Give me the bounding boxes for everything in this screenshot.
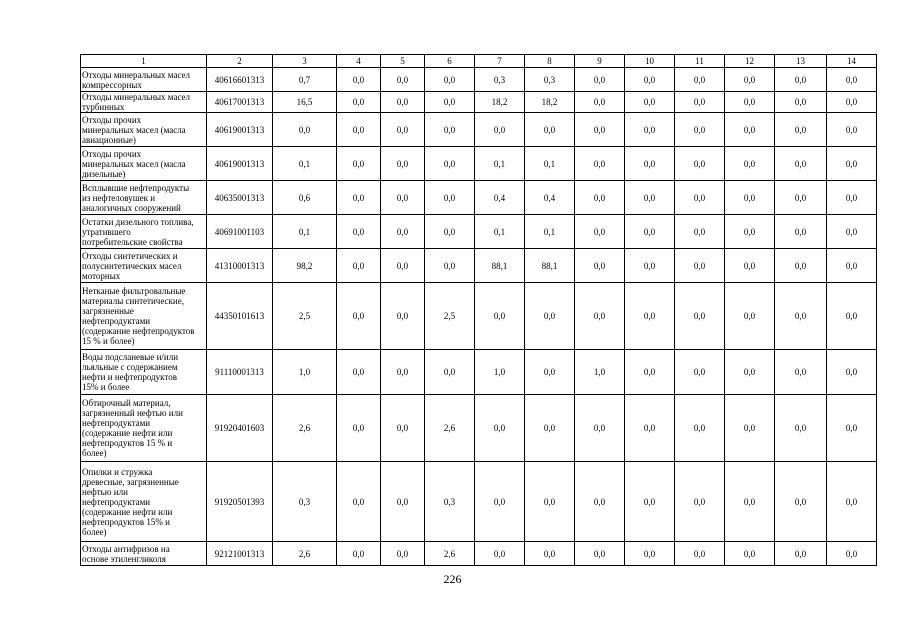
value-cell: 0,0 — [625, 249, 675, 283]
value-cell: 0,0 — [525, 113, 575, 147]
value-cell: 0,0 — [425, 215, 475, 249]
value-cell: 0,0 — [675, 181, 725, 215]
value-cell: 0,3 — [525, 68, 575, 92]
value-cell: 0,6 — [273, 181, 337, 215]
value-cell: 0,0 — [381, 395, 425, 462]
value-cell: 0,0 — [575, 542, 625, 566]
table-row — [81, 68, 877, 92]
column-header: 10 — [625, 55, 675, 68]
fkko-code-cell: 91920501393 — [207, 462, 273, 542]
column-header: 2 — [207, 55, 273, 68]
value-cell: 0,0 — [827, 215, 877, 249]
waste-name-line: Остатки дизельного топлива, — [82, 216, 194, 227]
value-cell: 0,0 — [775, 249, 827, 283]
table-row — [81, 462, 877, 542]
value-cell: 0,0 — [475, 283, 525, 350]
fkko-code-cell: 44350101613 — [207, 283, 273, 350]
value-cell: 0,0 — [775, 283, 827, 350]
value-cell: 0,0 — [675, 542, 725, 566]
table-header-row — [81, 55, 877, 68]
value-cell: 0,0 — [337, 181, 381, 215]
table-row — [81, 542, 877, 566]
value-cell: 0,0 — [625, 350, 675, 395]
column-header: 13 — [775, 55, 827, 68]
fkko-code-cell: 40619001313 — [207, 147, 273, 181]
value-cell: 88,1 — [525, 249, 575, 283]
value-cell: 0,0 — [575, 395, 625, 462]
column-header: 9 — [575, 55, 625, 68]
value-cell: 1,0 — [273, 350, 337, 395]
value-cell: 0,0 — [337, 395, 381, 462]
value-cell: 0,0 — [675, 283, 725, 350]
value-cell: 0,0 — [775, 395, 827, 462]
waste-name-line: загрязненный нефтью или — [82, 408, 183, 418]
fkko-code-cell: 40617001313 — [207, 92, 273, 113]
value-cell: 0,1 — [525, 215, 575, 249]
value-cell: 0,0 — [625, 215, 675, 249]
value-cell: 0,0 — [475, 113, 525, 147]
value-cell: 0,0 — [337, 215, 381, 249]
value-cell: 0,0 — [425, 147, 475, 181]
waste-name-line: 15 % и более) — [82, 336, 135, 346]
waste-name-line: загрязненные — [82, 306, 134, 316]
value-cell: 0,0 — [575, 92, 625, 113]
waste-name-cell — [81, 68, 207, 92]
waste-name-line: минеральных масел (масла — [82, 124, 186, 135]
value-cell: 0,0 — [337, 542, 381, 566]
value-cell: 0,0 — [425, 68, 475, 92]
waste-name-line: из нефтеловушек и — [82, 192, 156, 203]
table-row — [81, 395, 877, 462]
waste-name-line: аналогичных сооружений — [82, 202, 181, 213]
value-cell: 0,3 — [425, 462, 475, 542]
table-row — [81, 249, 877, 283]
waste-name-cell — [81, 181, 207, 215]
value-cell: 0,0 — [381, 147, 425, 181]
value-cell: 0,0 — [337, 350, 381, 395]
value-cell: 0,0 — [337, 68, 381, 92]
waste-name-line: Отходы минеральных масел — [82, 69, 191, 80]
waste-name-line: нефти и нефтепродуктов — [82, 372, 177, 382]
value-cell: 0,0 — [525, 395, 575, 462]
value-cell: 0,0 — [525, 462, 575, 542]
value-cell: 0,0 — [381, 462, 425, 542]
value-cell: 0,0 — [625, 462, 675, 542]
value-cell: 0,0 — [625, 147, 675, 181]
fkko-code-cell: 40635001313 — [207, 181, 273, 215]
value-cell: 0,0 — [381, 249, 425, 283]
value-cell: 0,0 — [675, 462, 725, 542]
value-cell: 0,4 — [475, 181, 525, 215]
value-cell: 0,1 — [273, 147, 337, 181]
value-cell: 16,5 — [273, 92, 337, 113]
waste-name-line: Отходы прочих — [82, 148, 142, 159]
value-cell: 2,6 — [425, 395, 475, 462]
value-cell: 0,0 — [725, 542, 775, 566]
value-cell: 0,0 — [381, 215, 425, 249]
waste-name-line: Обтирочный материал, — [82, 398, 171, 408]
value-cell: 0,0 — [775, 68, 827, 92]
waste-name-line: моторных — [82, 270, 121, 281]
column-header: 7 — [475, 55, 525, 68]
waste-name-cell — [81, 249, 207, 283]
value-cell: 0,0 — [725, 395, 775, 462]
value-cell: 0,0 — [675, 350, 725, 395]
waste-name-line: древесные, загрязненные — [82, 476, 179, 487]
table-row — [81, 113, 877, 147]
value-cell: 0,0 — [675, 249, 725, 283]
value-cell: 0,0 — [675, 147, 725, 181]
fkko-code-cell: 92121001313 — [207, 542, 273, 566]
value-cell: 0,3 — [475, 68, 525, 92]
fkko-code-cell: 40691001103 — [207, 215, 273, 249]
value-cell: 0,0 — [381, 350, 425, 395]
waste-name-line: материалы синтетические, — [82, 296, 184, 306]
value-cell: 0,0 — [525, 283, 575, 350]
value-cell: 0,0 — [725, 283, 775, 350]
table-row — [81, 147, 877, 181]
value-cell: 0,1 — [475, 215, 525, 249]
value-cell: 0,0 — [337, 147, 381, 181]
value-cell: 2,6 — [273, 395, 337, 462]
table-body — [81, 55, 877, 566]
table-row — [81, 350, 877, 395]
column-header: 1 — [81, 55, 207, 68]
waste-name-line: нефтепродуктов 15 % и — [82, 438, 173, 448]
value-cell: 0,0 — [827, 350, 877, 395]
value-cell: 0,0 — [381, 113, 425, 147]
column-header: 3 — [273, 55, 337, 68]
value-cell: 0,0 — [725, 68, 775, 92]
waste-name-line: нефтепродуктами — [82, 316, 151, 326]
value-cell: 0,0 — [827, 462, 877, 542]
value-cell: 0,0 — [775, 147, 827, 181]
value-cell: 0,0 — [827, 395, 877, 462]
waste-name-line: минеральных масел (масла — [82, 158, 186, 169]
fkko-code-cell: 40619001313 — [207, 113, 273, 147]
value-cell: 0,0 — [775, 462, 827, 542]
value-cell: 0,0 — [675, 395, 725, 462]
waste-name-line: турбинных — [82, 102, 125, 112]
waste-name-cell — [81, 350, 207, 395]
value-cell: 0,0 — [827, 113, 877, 147]
value-cell: 0,1 — [475, 147, 525, 181]
value-cell: 0,0 — [337, 113, 381, 147]
value-cell: 0,0 — [827, 68, 877, 92]
value-cell: 0,0 — [725, 249, 775, 283]
value-cell: 0,0 — [337, 249, 381, 283]
waste-name-line: Отходы синтетических и — [82, 250, 178, 261]
waste-name-line: нефтепродуктами — [82, 418, 151, 428]
page-number: 226 — [443, 572, 462, 586]
waste-name-line: утратившего — [82, 226, 131, 237]
waste-name-cell — [81, 92, 207, 113]
value-cell: 0,0 — [725, 147, 775, 181]
value-cell: 0,0 — [775, 92, 827, 113]
value-cell: 0,0 — [381, 68, 425, 92]
waste-name-line: Отходы минеральных масел — [82, 92, 191, 102]
value-cell: 0,0 — [337, 462, 381, 542]
value-cell: 0,0 — [575, 68, 625, 92]
column-header: 14 — [827, 55, 877, 68]
table-row — [81, 215, 877, 249]
waste-name-cell — [81, 542, 207, 566]
waste-name-line: 15% и более — [82, 382, 130, 392]
waste-name-cell — [81, 147, 207, 181]
value-cell: 0,0 — [381, 283, 425, 350]
waste-name-line: (содержание нефтепродуктов — [82, 326, 195, 336]
value-cell: 0,0 — [725, 92, 775, 113]
waste-name-cell — [81, 113, 207, 147]
value-cell: 0,0 — [381, 92, 425, 113]
value-cell: 0,0 — [425, 92, 475, 113]
waste-name-cell — [81, 462, 207, 542]
value-cell: 0,0 — [425, 350, 475, 395]
table-row — [81, 181, 877, 215]
value-cell: 0,0 — [475, 395, 525, 462]
value-cell: 2,5 — [273, 283, 337, 350]
fkko-code-cell: 91920401603 — [207, 395, 273, 462]
value-cell: 0,0 — [625, 181, 675, 215]
value-cell: 0,0 — [381, 542, 425, 566]
waste-name-line: нефтепродуктами — [82, 496, 151, 507]
value-cell: 0,0 — [575, 462, 625, 542]
value-cell: 0,0 — [725, 462, 775, 542]
waste-name-line: более) — [82, 526, 107, 537]
value-cell: 0,3 — [273, 462, 337, 542]
value-cell: 1,0 — [475, 350, 525, 395]
waste-name-line: полусинтетических масел — [82, 260, 182, 271]
value-cell: 0,0 — [625, 395, 675, 462]
value-cell: 1,0 — [575, 350, 625, 395]
waste-name-line: компрессорных — [82, 79, 142, 90]
value-cell: 2,6 — [273, 542, 337, 566]
fkko-code-cell: 40616601313 — [207, 68, 273, 92]
waste-name-line: Опилки и стружка — [82, 466, 153, 477]
value-cell: 0,0 — [425, 181, 475, 215]
value-cell: 0,0 — [575, 215, 625, 249]
value-cell: 0,0 — [575, 249, 625, 283]
value-cell: 0,0 — [675, 68, 725, 92]
value-cell: 0,4 — [525, 181, 575, 215]
value-cell: 0,0 — [775, 350, 827, 395]
value-cell: 0,0 — [675, 92, 725, 113]
value-cell: 0,0 — [675, 113, 725, 147]
value-cell: 0,0 — [575, 113, 625, 147]
value-cell: 18,2 — [525, 92, 575, 113]
value-cell: 0,0 — [725, 113, 775, 147]
value-cell: 0,0 — [475, 462, 525, 542]
value-cell: 88,1 — [475, 249, 525, 283]
value-cell: 0,0 — [575, 181, 625, 215]
value-cell: 0,0 — [273, 113, 337, 147]
waste-name-line: льяльные с содержанием — [82, 362, 178, 372]
value-cell: 0,0 — [525, 542, 575, 566]
waste-name-line: нефтью или — [82, 486, 128, 497]
waste-name-cell — [81, 283, 207, 350]
value-cell: 0,0 — [775, 113, 827, 147]
column-header: 11 — [675, 55, 725, 68]
waste-name-line: Отходы прочих — [82, 114, 142, 125]
value-cell: 0,0 — [625, 542, 675, 566]
waste-name-line: нефтепродуктов 15% и — [82, 516, 170, 527]
value-cell: 0,0 — [525, 350, 575, 395]
value-cell: 0,0 — [337, 92, 381, 113]
value-cell: 0,0 — [625, 68, 675, 92]
value-cell: 98,2 — [273, 249, 337, 283]
value-cell: 0,0 — [775, 181, 827, 215]
column-header: 5 — [381, 55, 425, 68]
value-cell: 0,0 — [675, 215, 725, 249]
fkko-code-cell: 41310001313 — [207, 249, 273, 283]
value-cell: 2,6 — [425, 542, 475, 566]
value-cell: 0,0 — [827, 542, 877, 566]
waste-name-line: более) — [82, 448, 107, 458]
value-cell: 0,0 — [827, 147, 877, 181]
table-row — [81, 283, 877, 350]
value-cell: 0,0 — [725, 350, 775, 395]
column-header: 12 — [725, 55, 775, 68]
value-cell: 18,2 — [475, 92, 525, 113]
waste-name-line: дизельные) — [82, 168, 126, 179]
value-cell: 0,0 — [625, 92, 675, 113]
waste-name-line: Воды подсланевые и/или — [82, 352, 179, 362]
waste-name-cell — [81, 395, 207, 462]
waste-name-line: основе этиленгликоля — [82, 553, 166, 564]
value-cell: 0,0 — [575, 147, 625, 181]
value-cell: 0,0 — [475, 542, 525, 566]
value-cell: 0,0 — [725, 215, 775, 249]
column-header: 4 — [337, 55, 381, 68]
waste-name-line: Всплывшие нефтепродукты — [82, 182, 190, 193]
value-cell: 0,0 — [775, 215, 827, 249]
value-cell: 0,0 — [775, 542, 827, 566]
value-cell: 0,1 — [273, 215, 337, 249]
value-cell: 0,0 — [381, 181, 425, 215]
waste-name-cell — [81, 215, 207, 249]
column-header: 6 — [425, 55, 475, 68]
table-row — [81, 92, 877, 113]
value-cell: 2,5 — [425, 283, 475, 350]
column-header: 8 — [525, 55, 575, 68]
value-cell: 0,0 — [725, 181, 775, 215]
value-cell: 0,0 — [827, 249, 877, 283]
value-cell: 0,0 — [827, 283, 877, 350]
value-cell: 0,0 — [337, 283, 381, 350]
value-cell: 0,0 — [425, 113, 475, 147]
waste-name-line: (содержание нефти или — [82, 428, 173, 438]
waste-name-line: потребительские свойства — [82, 236, 183, 247]
waste-name-line: Нетканые фильтровальные — [82, 286, 186, 296]
value-cell: 0,0 — [425, 249, 475, 283]
waste-name-line: авиационные) — [82, 134, 136, 145]
fkko-code-cell: 91110001313 — [207, 350, 273, 395]
waste-name-line: (содержание нефти или — [82, 506, 173, 517]
data-table — [80, 54, 877, 566]
waste-name-line: Отходы антифризов на — [82, 543, 170, 554]
value-cell: 0,0 — [827, 181, 877, 215]
value-cell: 0,0 — [575, 283, 625, 350]
value-cell: 0,0 — [625, 113, 675, 147]
value-cell: 0,0 — [625, 283, 675, 350]
value-cell: 0,7 — [273, 68, 337, 92]
value-cell: 0,1 — [525, 147, 575, 181]
value-cell: 0,0 — [827, 92, 877, 113]
